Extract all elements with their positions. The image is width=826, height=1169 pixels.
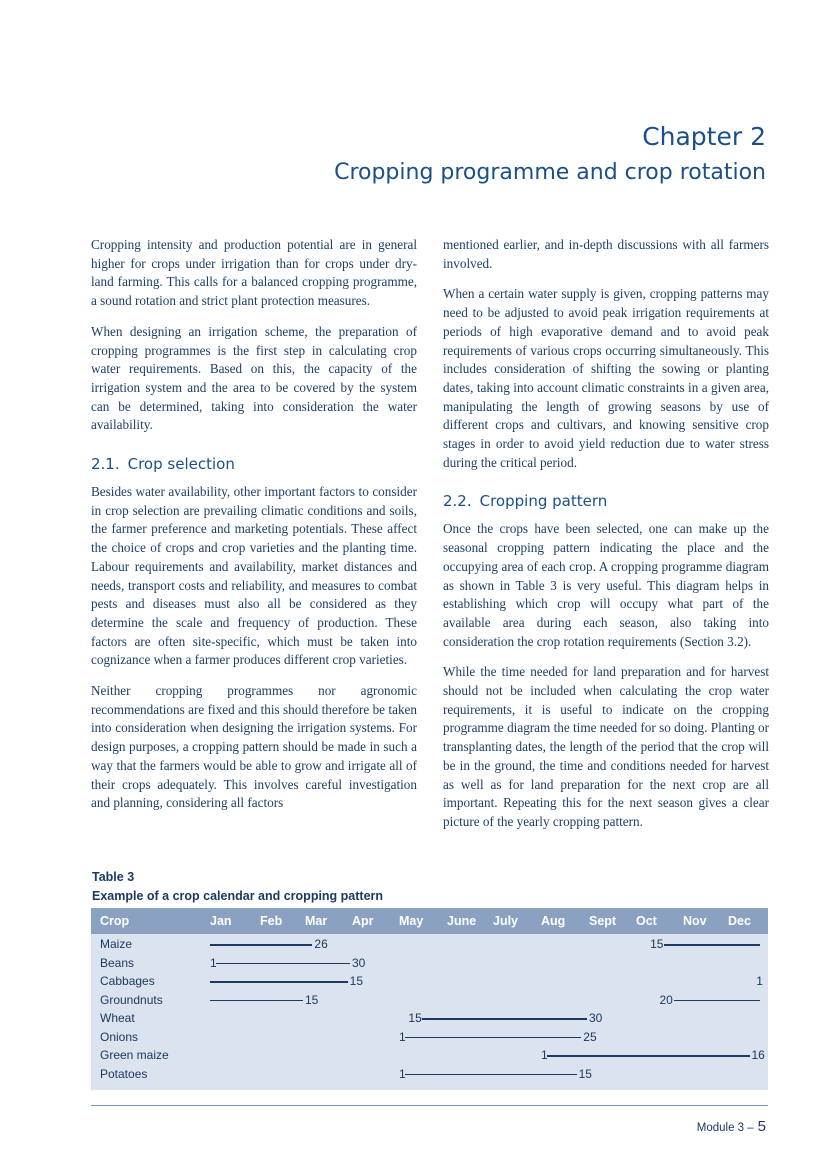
chapter-title: Cropping programme and crop rotation [334, 160, 766, 185]
period-start-label: 1 [210, 955, 217, 970]
crop-period-bar [405, 1074, 577, 1076]
section-number: 2.1. [91, 455, 120, 474]
table-caption [92, 868, 383, 906]
crop-calendar-table [91, 908, 768, 1090]
crop-period-bar [216, 963, 350, 965]
period-start-label: 1 [399, 1029, 406, 1044]
crop-row-label: Maize [100, 937, 133, 951]
month-header: Feb [260, 914, 283, 928]
table-label: Table 3 [92, 870, 135, 884]
table-header-row [91, 908, 768, 934]
month-header: Mar [305, 914, 328, 928]
table-title: Example of a crop calendar and cropping pattern [92, 889, 384, 903]
page-number: 5 [757, 1118, 766, 1135]
period-end-label: 30 [352, 955, 366, 970]
crop-period-bar [210, 1000, 303, 1002]
period-end-label: 16 [751, 1048, 765, 1062]
left-column [91, 236, 417, 825]
crop-period-bar [210, 944, 312, 946]
crop-period-bar [547, 1055, 750, 1057]
month-header: June [447, 914, 477, 928]
paragraph: While the time needed for land preparation and for harvest should not be included when calculating the crop water requirements, it is useful to indicate on the cropping programme diagram the time needed for so doing. Planting or transplanting dates, the length of the period that the crop will be in the ground, the time and conditions needed for harvest as well as for land preparation for the next crop are all important. Repeating this for the next season gives a clear picture of the yearly cropping pattern. [443, 664, 769, 829]
footer-divider [91, 1105, 768, 1106]
period-start-label: 1 [399, 1066, 406, 1081]
crop-period-bar [674, 1000, 761, 1002]
paragraph: Besides water availability, other important factors to consider in crop selection are prevailing climatic conditions and soils, the farmer preference and marketing potentials. These affect the choice of crops and crop varieties and the planting time. Labour requirements and availability, market distances and needs, transport costs and reliability, and measures to combat pests and diseases must also all be considered as they determine the scale and frequency of production. These factors are often site-specific, which must be taken into cognizance when a farmer produces different crop varieties. [91, 484, 417, 668]
paragraph: When a certain water supply is given, cropping patterns may need to be adjusted to avoid peak irrigation requirements at periods of high evaporative demand and to avoid peak requirements of various crops occurring simultaneously. This includes consideration of shifting the sowing or planting dates, taking into account climatic constraints in a given area, manipulating the length of growing seasons by use of different crops and cultivars, and knowing sensitive crop stages in order to avoid yield reduction due to water stress during the critical period. [443, 286, 769, 470]
period-start-label: 1 [756, 974, 763, 988]
month-header: Oct [636, 914, 657, 928]
crop-column-header: Crop [100, 914, 130, 928]
period-end-label: 15 [305, 992, 319, 1007]
section-number: 2.2. [443, 492, 472, 511]
period-end-label: 26 [314, 937, 328, 951]
crop-period-bar [422, 1018, 587, 1020]
period-end-label: 25 [583, 1029, 597, 1044]
crop-row-label: Beans [100, 955, 135, 970]
month-header: Sept [589, 914, 617, 928]
month-header: Apr [352, 914, 374, 928]
paragraph: Once the crops have been selected, one can make up the seasonal cropping pattern indicating the place and the occupying area of each crop. A cropping programme diagram as shown in Table 3 is very useful. This diagram helps in establishing which crop will occupy what part of the available area during each season, also taking into consideration the crop rotation requirements (Section 3.2). [443, 521, 769, 649]
crop-row-label: Groundnuts [100, 992, 163, 1007]
paragraph: mentioned earlier, and in-depth discussions with all farmers involved. [443, 237, 769, 271]
module-label: Module 3 – [696, 1122, 754, 1134]
crop-row-label: Potatoes [100, 1066, 148, 1081]
section-title: Cropping pattern [479, 492, 608, 511]
crop-row-label: Green maize [100, 1048, 169, 1062]
crop-row-label: Cabbages [100, 974, 155, 988]
month-header: May [399, 914, 424, 928]
month-header: Dec [728, 914, 751, 928]
period-end-label: 30 [589, 1011, 603, 1025]
period-end-label: 15 [349, 974, 363, 988]
right-column [443, 236, 769, 844]
crop-row-label: Wheat [100, 1011, 135, 1025]
crop-period-bar [405, 1037, 581, 1039]
crop-period-bar [210, 981, 348, 983]
month-header: Jan [210, 914, 232, 928]
month-header: Aug [541, 914, 566, 928]
period-start-label: 20 [659, 992, 673, 1007]
paragraph: When designing an irrigation scheme, the preparation of cropping programmes is the first step in calculating crop water requirements. Based on this, the capacity of the irrigation system and the area to be covered by the system can be determined, taking into consideration the water availability. [91, 323, 417, 433]
section-heading-2-1 [91, 455, 417, 473]
period-start-label: 1 [541, 1048, 548, 1062]
page-footer [697, 1118, 766, 1135]
period-start-label: 15 [650, 937, 664, 951]
period-start-label: 15 [408, 1011, 422, 1025]
section-title: Crop selection [127, 455, 235, 474]
crop-row-label: Onions [100, 1029, 139, 1044]
month-header: July [493, 914, 519, 928]
section-heading-2-2 [443, 492, 769, 510]
chapter-number: Chapter 2 [642, 122, 766, 151]
paragraph: Cropping intensity and production potential are in general higher for crops under irrigation than for crops under dry-land farming. This calls for a balanced cropping programme, a sound rotation and strict plant protection measures. [91, 237, 417, 309]
period-end-label: 15 [578, 1066, 592, 1081]
month-header: Nov [683, 914, 707, 928]
paragraph: Neither cropping programmes nor agronomic recommendations are fixed and this should therefore be taken into consideration when designing the irrigation systems. For design purposes, a cropping pattern should be made in such a way that the farmers would be able to grow and irrigate all of their crops adequately. This involves careful investigation and planning, considering all factors [91, 683, 417, 811]
crop-period-bar [664, 944, 760, 946]
